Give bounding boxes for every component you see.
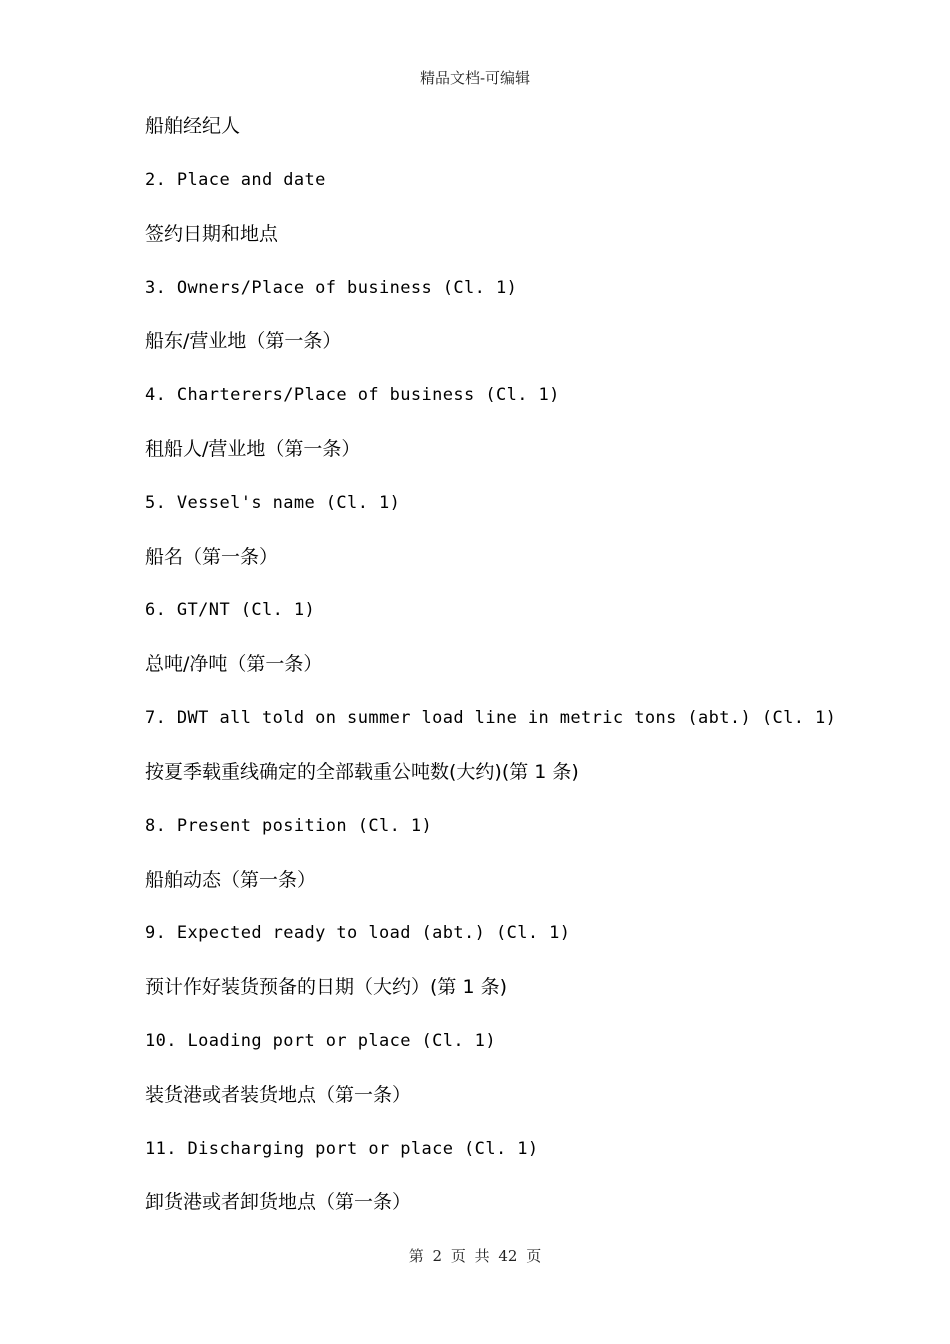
text-line: 7. DWT all told on summer load line in metric tons (abt.) (Cl. 1) — [145, 708, 837, 728]
page-header: 精品文档-可编辑 — [419, 69, 531, 87]
text-line: 卸货港或者卸货地点（第一条） — [145, 1191, 412, 1213]
text-line: 租船人/营业地（第一条） — [145, 438, 361, 460]
text-line: 8. Present position (Cl. 1) — [145, 816, 433, 836]
text-line: 4. Charterers/Place of business (Cl. 1) — [145, 385, 560, 405]
text-line: 6. GT/NT (Cl. 1) — [145, 600, 316, 620]
text-line: 签约日期和地点 — [145, 223, 279, 245]
text-line: 3. Owners/Place of business (Cl. 1) — [145, 278, 518, 298]
text-line: 船舶经纪人 — [145, 115, 241, 137]
text-line: 10. Loading port or place (Cl. 1) — [145, 1031, 496, 1051]
text-line: 11. Discharging port or place (Cl. 1) — [145, 1139, 539, 1159]
text-line: 船舶动态（第一条） — [145, 869, 317, 891]
text-line: 按夏季载重线确定的全部载重公吨数(大约)(第 1 条) — [145, 761, 579, 783]
text-line: 2. Place and date — [145, 170, 326, 190]
text-line: 装货港或者装货地点（第一条） — [145, 1084, 412, 1106]
text-line: 船东/营业地（第一条） — [145, 330, 342, 352]
text-line: 船名（第一条） — [145, 546, 279, 568]
text-line: 9. Expected ready to load (abt.) (Cl. 1) — [145, 923, 571, 943]
text-line: 总吨/净吨（第一条） — [145, 653, 323, 675]
text-line: 预计作好装货预备的日期（大约）(第 1 条) — [145, 976, 507, 998]
text-line: 5. Vessel's name (Cl. 1) — [145, 493, 401, 513]
page-footer: 第 2 页 共 42 页 — [408, 1247, 542, 1265]
